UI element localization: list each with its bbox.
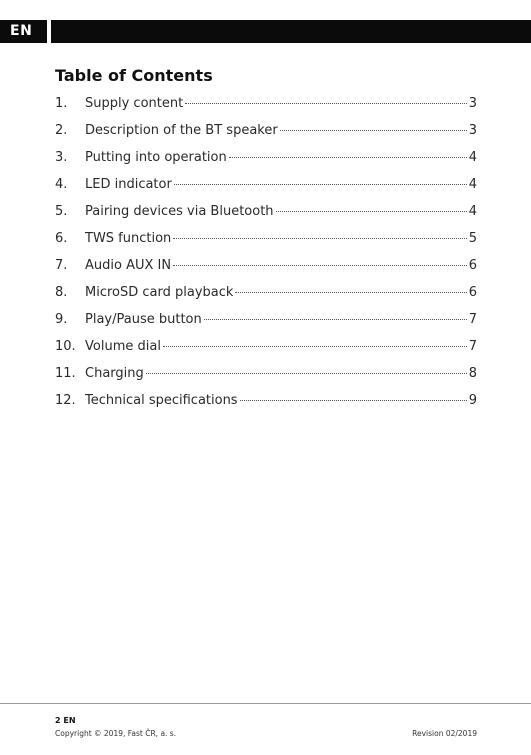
- toc-list: [55, 96, 477, 420]
- toc-item-number: 4.: [55, 177, 68, 192]
- toc-item-page: 7: [468, 339, 477, 354]
- toc-item-page: 4: [468, 204, 477, 219]
- toc-item-page: 3: [468, 123, 477, 138]
- toc-leader-dots: [163, 346, 467, 347]
- toc-leader-dots: [174, 184, 467, 185]
- header-divider: [47, 20, 51, 43]
- toc-item-number: 5.: [55, 204, 68, 219]
- toc-item-number: 12.: [55, 393, 76, 408]
- toc-item-supply-content[interactable]: [55, 96, 477, 123]
- toc-leader-dots: [280, 130, 467, 131]
- toc-item-microsd-playback[interactable]: [55, 285, 477, 312]
- header-bar: [0, 20, 531, 43]
- toc-item-page: 5: [468, 231, 477, 246]
- toc-item-page: 6: [468, 285, 477, 300]
- toc-item-pairing-bluetooth[interactable]: [55, 204, 477, 231]
- toc-item-label: Pairing devices via Bluetooth: [85, 204, 274, 219]
- toc-leader-dots: [173, 238, 466, 239]
- toc-item-label: Play/Pause button: [85, 312, 202, 327]
- toc-item-number: 10.: [55, 339, 76, 354]
- toc-item-number: 2.: [55, 123, 68, 138]
- toc-item-page: 4: [468, 177, 477, 192]
- toc-item-label: Charging: [85, 366, 144, 381]
- toc-leader-dots: [146, 373, 467, 374]
- toc-item-number: 9.: [55, 312, 68, 327]
- toc-item-volume-dial[interactable]: [55, 339, 477, 366]
- toc-item-putting-into-operation[interactable]: [55, 150, 477, 177]
- toc-leader-dots: [185, 103, 467, 104]
- toc-item-label: Audio AUX IN: [85, 258, 172, 273]
- toc-item-description[interactable]: [55, 123, 477, 150]
- toc-item-label: Description of the BT speaker: [85, 123, 278, 138]
- footer-divider: [0, 703, 531, 704]
- toc-item-page: 6: [468, 258, 477, 273]
- toc-item-play-pause[interactable]: [55, 312, 477, 339]
- footer-page-number: 2 EN: [55, 716, 76, 725]
- language-badge: EN: [0, 20, 47, 43]
- toc-leader-dots: [240, 400, 467, 401]
- toc-title: Table of Contents: [55, 66, 213, 85]
- toc-item-tws-function[interactable]: [55, 231, 477, 258]
- toc-item-number: 1.: [55, 96, 68, 111]
- toc-item-label: Volume dial: [85, 339, 161, 354]
- toc-item-page: 4: [468, 150, 477, 165]
- toc-item-number: 6.: [55, 231, 68, 246]
- toc-item-page: 9: [468, 393, 477, 408]
- toc-item-page: 3: [468, 96, 477, 111]
- toc-leader-dots: [235, 292, 466, 293]
- toc-item-label: Supply content: [85, 96, 184, 111]
- toc-leader-dots: [229, 157, 467, 158]
- toc-item-label: Putting into operation: [85, 150, 227, 165]
- toc-item-number: 11.: [55, 366, 76, 381]
- toc-leader-dots: [173, 265, 467, 266]
- toc-item-audio-aux-in[interactable]: [55, 258, 477, 285]
- toc-item-label: LED indicator: [85, 177, 172, 192]
- toc-item-number: 8.: [55, 285, 68, 300]
- toc-item-label: MicroSD card playback: [85, 285, 234, 300]
- toc-item-technical-specifications[interactable]: [55, 393, 477, 420]
- toc-item-label: TWS function: [85, 231, 172, 246]
- toc-item-page: 8: [468, 366, 477, 381]
- toc-item-number: 7.: [55, 258, 68, 273]
- footer-revision: Revision 02/2019: [412, 729, 477, 738]
- toc-item-charging[interactable]: [55, 366, 477, 393]
- footer-copyright: Copyright © 2019, Fast ČR, a. s.: [55, 729, 177, 738]
- toc-item-number: 3.: [55, 150, 68, 165]
- toc-item-led-indicator[interactable]: [55, 177, 477, 204]
- toc-leader-dots: [276, 211, 467, 212]
- toc-leader-dots: [204, 319, 467, 320]
- toc-item-page: 7: [468, 312, 477, 327]
- toc-item-label: Technical specifications: [85, 393, 238, 408]
